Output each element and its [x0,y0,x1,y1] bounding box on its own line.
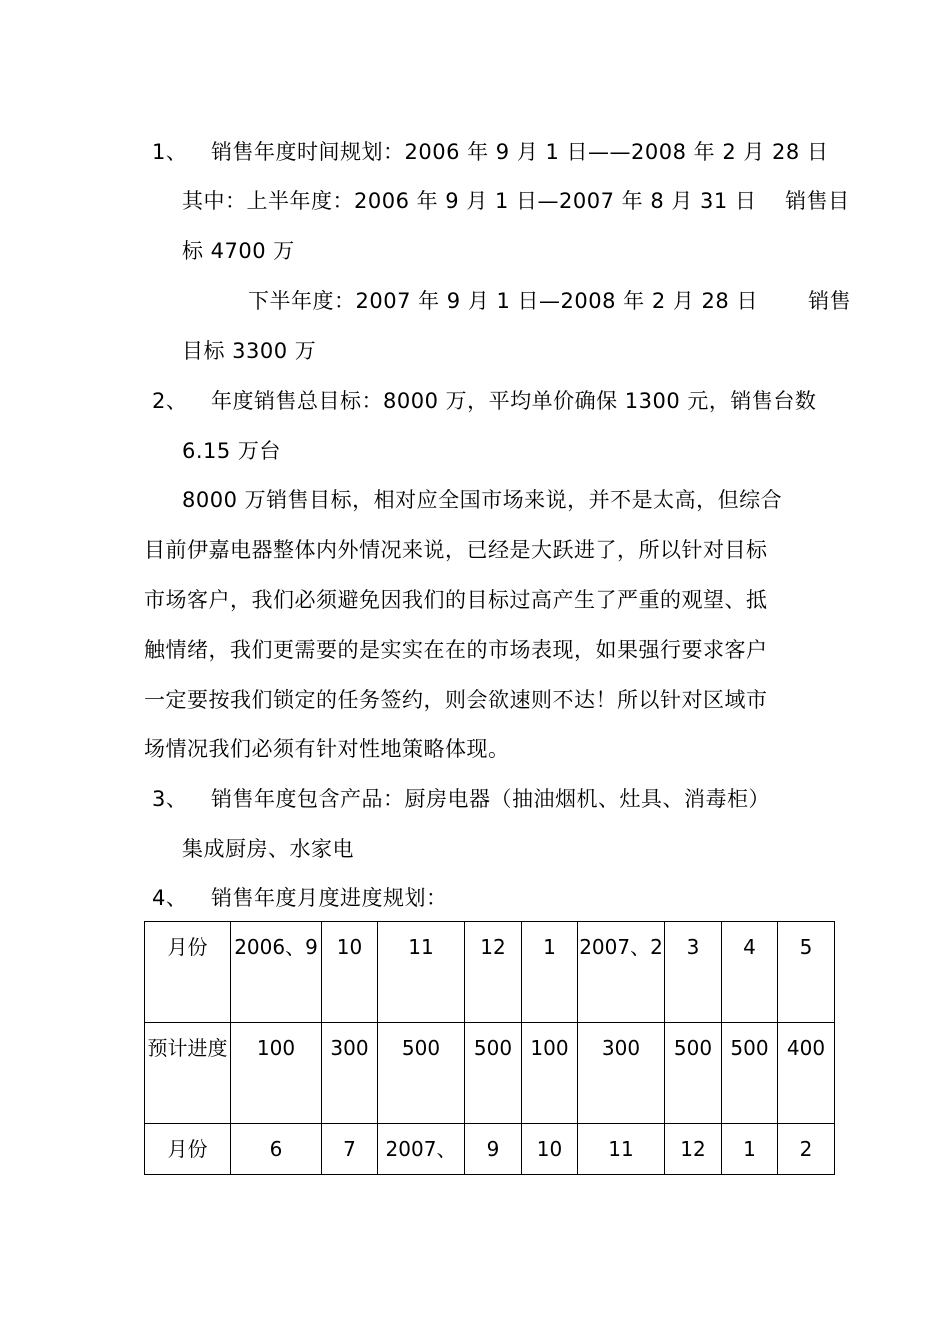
paragraph-line6: 场情况我们必须有针对性地策略体现。 [144,737,510,761]
item2-number: 2、 [152,389,188,413]
table-cell: 6 [231,1124,322,1175]
item1-text: 销售年度时间规划：2006 年 9 月 1 日——2008 年 2 月 28 日 [211,140,829,164]
paragraph-line5: 一定要按我们锁定的任务签约，则会欲速则不达！所以针对区域市 [144,688,768,712]
item3-text-line1: 销售年度包含产品：厨房电器（抽油烟机、灶具、消毒柜） [211,787,770,811]
table-cell: 2007、2 [578,922,665,1023]
table-cell: 2 [778,1124,835,1175]
table-cell: 1 [522,922,578,1023]
table-cell: 500 [378,1023,465,1124]
table-cell: 100 [522,1023,578,1124]
item1-first-half-line2: 标 4700 万 [182,239,295,263]
item1-first-half-line1: 其中：上半年度：2006 年 9 月 1 日—2007 年 8 月 31 日 销售目 [182,189,850,213]
paragraph-line3: 市场客户，我们必须避免因我们的目标过高产生了严重的观望、抵 [144,588,768,612]
item3-text-line2: 集成厨房、水家电 [182,837,354,861]
table-cell: 11 [378,922,465,1023]
table-cell: 12 [665,1124,722,1175]
table-cell: 400 [778,1023,835,1124]
table-row [145,922,835,1023]
table-cell: 10 [322,922,378,1023]
table-cell: 300 [322,1023,378,1124]
item4-text: 销售年度月度进度规划： [211,886,448,910]
table-cell: 12 [465,922,522,1023]
item2-text-line2: 6.15 万台 [182,439,281,463]
table-cell: 月份 [145,922,231,1023]
item1-second-half-line1: 下半年度：2007 年 9 月 1 日—2008 年 2 月 28 日 销售 [248,289,852,313]
monthly-schedule-table [144,921,835,1175]
item1-number: 1、 [152,140,188,164]
table-cell: 300 [578,1023,665,1124]
paragraph-line4: 触情绪，我们更需要的是实实在在的市场表现，如果强行要求客户 [144,638,768,662]
table-cell: 月份 [145,1124,231,1175]
table-cell: 7 [322,1124,378,1175]
table-row [145,1124,835,1175]
table-cell: 10 [522,1124,578,1175]
item3-number: 3、 [152,787,188,811]
table-cell: 500 [722,1023,778,1124]
item1-second-half-line2: 目标 3300 万 [182,339,317,363]
table-cell: 预计进度 [145,1023,231,1124]
table-cell: 1 [722,1124,778,1175]
table-cell: 500 [465,1023,522,1124]
item4-number: 4、 [152,886,188,910]
table-row [145,1023,835,1124]
table-cell: 4 [722,922,778,1023]
table-cell: 2007、 [378,1124,465,1175]
table-cell: 500 [665,1023,722,1124]
table-cell: 2006、9 [231,922,322,1023]
paragraph-line1: 8000 万销售目标，相对应全国市场来说，并不是太高，但综合 [182,488,783,512]
table-cell: 3 [665,922,722,1023]
item2-text-line1: 年度销售总目标：8000 万，平均单价确保 1300 元，销售台数 [211,389,817,413]
table-cell: 100 [231,1023,322,1124]
table-cell: 11 [578,1124,665,1175]
paragraph-line2: 目前伊嘉电器整体内外情况来说，已经是大跃进了，所以针对目标 [144,538,768,562]
table-cell: 9 [465,1124,522,1175]
table-cell: 5 [778,922,835,1023]
